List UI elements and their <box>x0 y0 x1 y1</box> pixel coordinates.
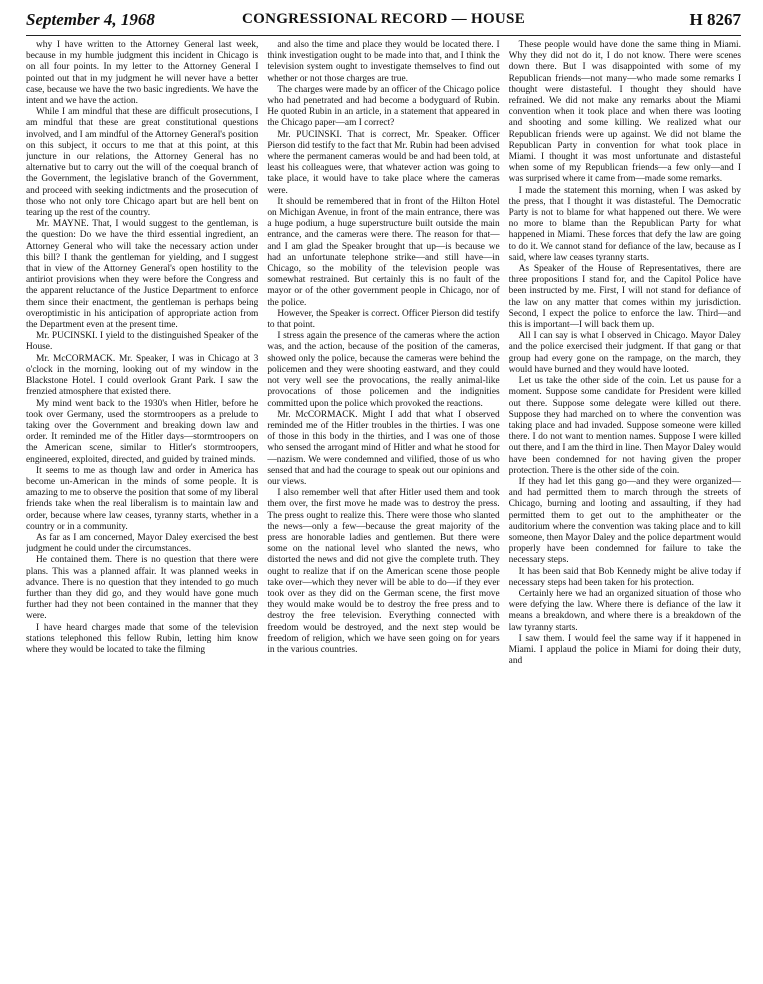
paragraph: why I have written to the Attorney General last week, because in my humble judgment this incident in Chicago is on all four points. In my letter to the Attorney General I pointed out that in my judgment he will never have a better case, because we have the two basic ingredients. We have the intent and we have the action. <box>26 40 259 107</box>
paragraph: It should be remembered that in front of the Hilton Hotel on Michigan Avenue, in front of the main entrance, there was a huge podium, a huge superstructure built outside the main entrance, and the cameras were there. The reason for that—and I am glad the Speaker brought that up—is because we had an unfortunate telephone strike—and still have—in Chicago, so the mobility of the television people was somewhat restrained. But certainly this is no fault of the mayor or of the other government people in Chicago, nor of the police. <box>267 196 500 308</box>
paragraph: Let us take the other side of the coin. Let us pause for a moment. Suppose some candidate for President were killed out there. Suppose some delegate were killed out there. Suppose they had marched on to where the convention was taking place and had invaded. Suppose someone were killed there. I do not want to mention names. Suppose I were killed out there, and I am the third in line. Then Mayor Daley would have been condemned for not having given the proper protection. There is the other side of the coin. <box>508 376 741 476</box>
paragraph: Mr. McCORMACK. Might I add that what I observed reminded me of the Hitler troubles in the thirties. I was one of those in this body in the thirties, and I was one of those who sensed the arrogant mind of Hitler and what he stood for—nazism. We were condemned and vilified, those of us who sensed that and had the courage to speak out our opinions and our views. <box>267 409 500 487</box>
paragraph: Mr. McCORMACK. Mr. Speaker, I was in Chicago at 3 o'clock in the morning, looking out of my window in the Blackstone Hotel. I could overlook Grant Park. I saw the frenzied atmosphere that existed there. <box>26 353 259 398</box>
paragraph: It seems to me as though law and order in America has become un-American in the minds of some people. It is amazing to me to observe the position that some of my liberal friends take when the real liberalism is to maintain law and order, because where law ceases, tyranny starts, whether in a country or in a community. <box>26 465 259 532</box>
paragraph: These people would have done the same thing in Miami. Why they did not do it, I do not know. There were scenes down there. But I was disappointed with some of my Republican friends—not many—who made some remarks I thought were distasteful. I thought they should have refrained. We did not make any remarks about the Miami convention when it took place and when there was looting and shooting and some killing. We realized what our Republican friends were up against. We did not blame the Republican Party in convention for what took place in Miami. I thought it was most unfortunate and distasteful when some of my Republican friends—a few only—and I was surprised where it came from—made some remarks. <box>508 40 741 185</box>
paragraph: I made the statement this morning, when I was asked by the press, that I thought it was distasteful. The Democratic Party is not to blame for what happened out there. We were no more to blame than the Republican Party for what happened in Miami. These forces that defy the law are going to do it. We cannot stand for defiance of the law, because as I said, where law ceases tyranny starts. <box>508 185 741 263</box>
paragraph: My mind went back to the 1930's when Hitler, before he took over Germany, used the stormtroopers as a prelude to taking over the Government and breaking down law and order. It reminded me of the Hitler days—stormtroopers on the American scene, similar to Hitler's stormtroopers, engineered, exploited, directed, and guided by trained minds. <box>26 398 259 465</box>
paragraph: It has been said that Bob Kennedy might be alive today if necessary steps had been taken for his protection. <box>508 566 741 588</box>
paragraph: As far as I am concerned, Mayor Daley exercised the best judgment he could under the circumstances. <box>26 532 259 555</box>
paragraph: However, the Speaker is correct. Officer Pierson did testify to that point. <box>267 308 500 331</box>
paragraph: Mr. PUCINSKI. I yield to the distinguished Speaker of the House. <box>26 331 259 353</box>
text-columns <box>26 40 741 980</box>
publication-title: CONGRESSIONAL RECORD — HOUSE <box>241 11 526 27</box>
column-1 <box>26 40 258 980</box>
paragraph: I stress again the presence of the cameras where the action was, and the action, because of the position of the cameras, showed only the police, because the cameras were behind the policemen and they were shooting eastward, and they could not very well see the provocations, the really animal-like provocations of those policemen and the indignities committed upon the police which provoked the reactions. <box>267 331 500 409</box>
paragraph: All I can say is what I observed in Chicago. Mayor Daley and the police exercised their judgment. If that gang or that group had every gone on the rampage, on the march, they would have burned and they would have looted. <box>508 331 741 375</box>
page-number: H 8267 <box>689 10 741 29</box>
header-rule <box>26 35 741 36</box>
paragraph: If they had let this gang go—and they were organized—and had permitted them to march through the streets of Chicago, burning and looting and assaulting, if they had permitted them to get out to the amphitheater or the auditorium where the convention was taking place and to kill someone, then Mayor Daley and the police department would properly have been condemned for failure to take the necessary steps. <box>508 476 741 566</box>
paragraph: and also the time and place they would be located there. I think investigation ought to be made into that, and I think the television system ought to investigate themselves to find out whether or not those charges are true. <box>267 40 500 84</box>
paragraph: While I am mindful that these are difficult prosecutions, I am mindful that these are great constitutional questions involved, and I am mindful of the Attorney General's position on this subject, it occurs to me that at this point, at this juncture in our relations, the Attorney General has no alternative but to carry out the will of the coequal branch of the Government, the legislative branch of the Government, and proceed with seeking indictments and the prosecution of those who not only tore Chicago apart but are hell bent on tearing up the rest of the country. <box>26 107 259 219</box>
paragraph: Certainly here we had an organized situation of those who were defying the law. Where there is defiance of the law it means a breakdown, and where there is a breakdown of the law tyranny starts. <box>508 588 741 633</box>
paragraph: I saw them. I would feel the same way if it happened in Miami. I applaud the police in Miami for doing their duty, and <box>508 633 741 667</box>
paragraph: The charges were made by an officer of the Chicago police who had penetrated and had become a bodyguard of Rubin. He quoted Rubin in an article, in a statement that appeared in the Chicago paper—am I correct? <box>267 84 500 129</box>
page-header <box>26 8 741 32</box>
paragraph: As Speaker of the House of Representatives, there are three propositions I stand for, and the Capitol Police have been instructed by me. First, I will not stand for defiance of the law on any matter that comes within my jurisdiction. Second, I expect the police to enforce the law. Third—and this is important—I will back them up. <box>508 264 741 331</box>
column-2 <box>267 40 499 980</box>
paragraph: He contained them. There is no question that there were plans. This was a planned affair. It was planned weeks in advance. There is no question that they intended to go much further than they did go, and they would have gone much further had they not been contained in the manner that they were. <box>26 555 259 622</box>
column-3 <box>509 40 741 980</box>
paragraph: I have heard charges made that some of the television stations telephoned this fellow Rubin, letting him know where they would be located to take the filming <box>26 622 259 655</box>
paragraph: Mr. PUCINSKI. That is correct, Mr. Speaker. Officer Pierson did testify to the fact that Mr. Rubin had been advised where the permanent cameras would be and had been told, at least his colleagues were, that whatever action was going to take place, it would have to take place where the cameras were. <box>267 129 500 196</box>
issue-date: September 4, 1968 <box>26 10 155 29</box>
paragraph: I also remember well that after Hitler used them and took them over, the first move he made was to destroy the press. The press ought to realize this. There were those who slanted the news—only a few—because the great majority of the press are honorable ladies and gentlemen. But there were some on the national level who slanted the news, who distorted the news and did not give the complete truth. They ought to realize that if on the American scene those people take over—which they never will be able to do—if they ever took over as they did on the German scene, the first move they would make would be to destroy the free press and to destroy the free television. Everything connected with freedom would be destroyed, and the next step would be freedom of religion, which we have seen going on for years in the various countries. <box>267 488 500 655</box>
paragraph: Mr. MAYNE. That, I would suggest to the gentleman, is the question: Do we have the third essential ingredient, an Attorney General who will take the necessary action under this bill? I thank the gentleman for yielding, and I suggest that in view of the Attorney General's open hostility to the antiriot provisions when they were before the Congress and the apparent reluctance of the Justice Department to enforce them since their enactment, the gentleman is perhaps being overoptimistic in his anticipation of appropriate action from the Department even at the present time. <box>26 219 259 331</box>
